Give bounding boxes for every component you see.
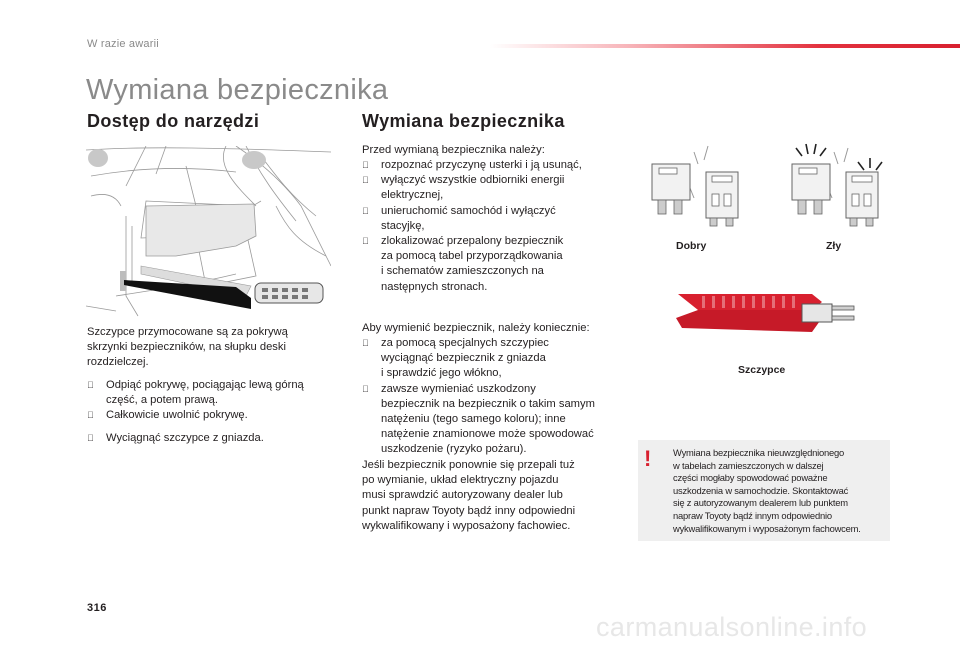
text-line: wykwalifikowany i wyposażony fachowiec. [362, 519, 571, 532]
list-item [362, 382, 624, 458]
watermark: carmanualsonline.info [596, 612, 868, 642]
text-line: Jeśli bezpiecznik ponownie się przepali tuż [362, 459, 575, 471]
fuse-pliers-illustration [672, 288, 862, 348]
bullet-icon [362, 204, 369, 219]
replacement-steps-list [362, 336, 624, 458]
text-line: Wyciągnąć szczypce z gniazda. [106, 432, 264, 444]
text-line: wykwalifikowanym i wyposażonym fachowcem. [673, 522, 861, 534]
text-line: się z autoryzowanym dealerem lub punktem [673, 497, 848, 509]
fuse-replacement-heading: Wymiana bezpiecznika [362, 111, 565, 131]
text-line: rozpoznać przyczynę usterki i ją usunąć, [381, 159, 582, 171]
text-line: unieruchomić samochód i wyłączyć [381, 204, 556, 217]
text-line: po wymianie, układ elektryczny pojazdu [362, 474, 559, 487]
text-line: następnych stronach. [381, 280, 488, 293]
text-line: zawsze wymieniać uszkodzony [381, 382, 536, 395]
before-replacement-list [362, 158, 622, 295]
text-line: wyciągnąć bezpiecznik z gniazda [381, 352, 546, 365]
replacement-lead: Aby wymienić bezpiecznik, należy koniecznie: [362, 322, 590, 334]
text-line: musi sprawdzić autoryzowany dealer lub [362, 489, 563, 502]
text-line: za pomocą specjalnych szczypiec [381, 337, 549, 349]
text-line: natężeniu (tego samego koloru); inne [381, 413, 566, 426]
text-line: Wymiana bezpiecznika nieuwzględnionego [673, 447, 845, 458]
blown-fuse-icon [792, 144, 882, 226]
warning-icon: ! [644, 446, 652, 471]
text-line: części mogłaby spowodować poważne [673, 472, 828, 484]
text-line: Szczypce przymocowane są za pokrywą [87, 326, 288, 338]
dashboard-illustration [86, 146, 331, 318]
bullet-icon [87, 378, 94, 393]
text-line: część, a potem prawą. [106, 394, 218, 407]
tools-access-heading: Dostęp do narzędzi [87, 111, 260, 131]
repeat-failure-paragraph [362, 458, 624, 534]
bullet-icon [362, 158, 369, 173]
text-line: elektrycznej, [381, 189, 444, 202]
good-fuse-icon [652, 146, 738, 226]
list-item [87, 378, 332, 408]
tools-intro-paragraph [87, 325, 332, 371]
text-line: wyłączyć wszystkie odbiorniki energii [381, 174, 565, 187]
text-line: i sprawdzić jego włókno, [381, 367, 502, 380]
bullet-icon [362, 382, 369, 397]
tools-steps-list [87, 378, 332, 424]
text-line: w tabelach zamieszczonych w dalszej [673, 459, 824, 471]
section-header: W razie awarii [87, 38, 159, 50]
text-line: za pomocą tabel przyporządkowania [381, 250, 563, 263]
list-item [362, 336, 624, 382]
text-line: bezpiecznik na bezpiecznik o takim samym [381, 397, 595, 410]
warning-text [673, 447, 887, 535]
fuse-comparison-illustration [640, 142, 885, 238]
list-item [362, 158, 622, 173]
header-accent-bar [490, 44, 960, 48]
text-line: Odpiąć pokrywę, pociągając lewą górną [106, 379, 304, 391]
list-item [362, 204, 622, 234]
list-item [87, 431, 332, 446]
text-line: skrzynki bezpieczników, na słupku deski [87, 341, 286, 354]
text-line: punkt napraw Toyoty bądź inny odpowiedni [362, 504, 576, 517]
text-line: Całkowicie uwolnić pokrywę. [106, 409, 248, 422]
bullet-icon [87, 408, 94, 423]
fuse-pliers-in-holder-icon [255, 283, 323, 303]
bullet-icon [362, 234, 369, 249]
text-line: uszkodzenia w samochodzie. Skontaktować [673, 484, 849, 496]
text-line: i schematów zamieszczonych na [381, 265, 544, 278]
bullet-icon [362, 173, 369, 188]
page-number: 316 [87, 602, 107, 614]
page-title: Wymiana bezpiecznika [86, 74, 389, 106]
text-line: natężenie znamionowe może spowodować [381, 428, 594, 441]
bullet-icon [362, 336, 369, 351]
before-replacement-lead: Przed wymianą bezpiecznika należy: [362, 144, 545, 156]
bullet-icon [87, 431, 94, 446]
pliers-label: Szczypce [738, 364, 786, 376]
list-item [362, 173, 622, 203]
good-fuse-label: Dobry [676, 240, 707, 252]
text-line: napraw Toyoty bądź innym odpowiednio [673, 509, 832, 521]
blown-fuse-label: Zły [826, 240, 842, 252]
text-line: zlokalizować przepalony bezpiecznik [381, 235, 564, 248]
list-item [87, 408, 332, 423]
tools-steps-list-2 [87, 431, 332, 446]
list-item [362, 234, 622, 295]
text-line: rozdzielczej. [87, 356, 149, 369]
text-line: uszkodzenie (ryzyko pożaru). [381, 443, 527, 456]
text-line: stacyjkę, [381, 219, 425, 232]
